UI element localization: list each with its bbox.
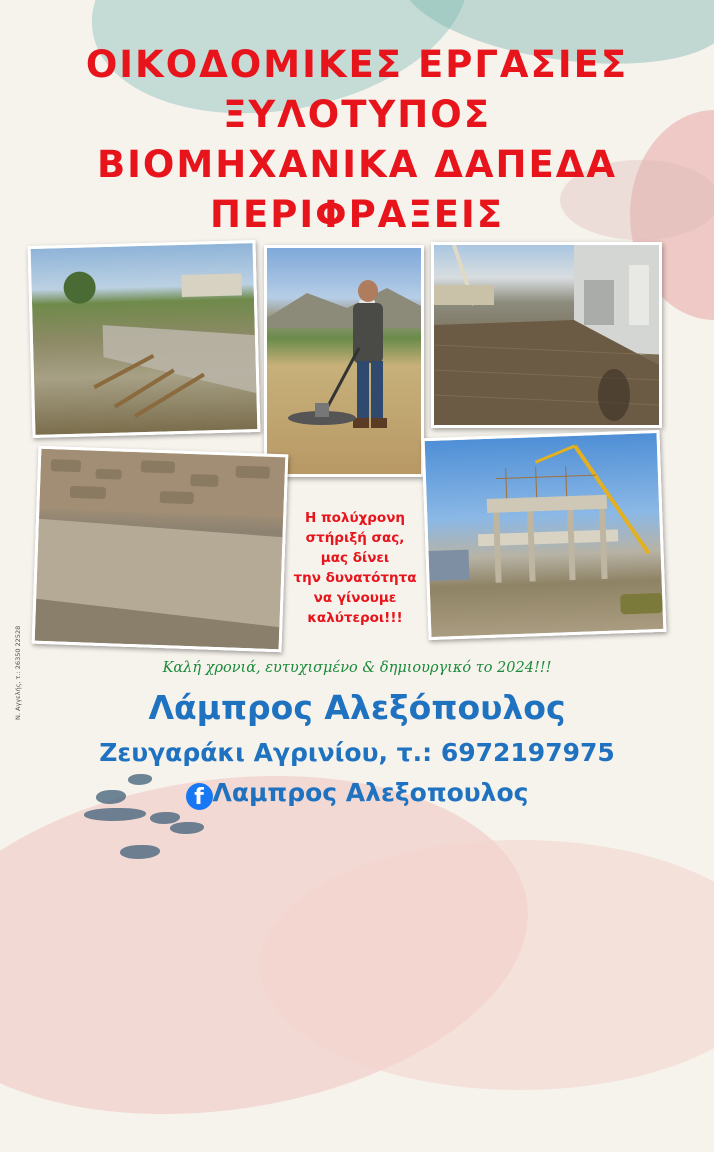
thanks-caption	[290, 508, 420, 628]
headline	[0, 40, 714, 240]
headline-line: ΒΙΟΜΗΧΑΝΙΚΑ ΔΑΠΕΔΑ	[96, 143, 618, 186]
caption-line: να γίνουμε	[313, 590, 397, 606]
headline-line: ΞΥΛΟΤΥΠΟΣ	[223, 93, 491, 136]
caption-line: καλύτεροι!!!	[307, 610, 403, 626]
facebook-line	[0, 778, 714, 810]
caption-line: Η πολύχρονη	[304, 510, 406, 526]
photo-stone-wall-slab	[32, 446, 289, 653]
caption-line: στήριξή σας,	[305, 530, 405, 546]
photo-formwork-wall	[28, 240, 261, 438]
new-year-wish: Καλή χρονιά, ευτυχισμένο & δημιουργικό το 2024!!!	[162, 660, 552, 676]
caption-line: την δυνατότητα	[293, 570, 417, 586]
headline-line: ΠΕΡΙΦΡΑΞΕΙΣ	[209, 193, 505, 236]
photo-power-trowel-worker	[264, 245, 424, 477]
facebook-icon: f	[186, 783, 213, 810]
caption-line: μας δίνει	[320, 550, 390, 566]
printer-credit: Ν. Αγγελής, τ.: 26350 22528	[14, 625, 22, 720]
headline-line: ΟΙΚΟΔΟΜΙΚΕΣ ΕΡΓΑΣΙΕΣ	[85, 43, 629, 86]
photo-concrete-floor-building	[431, 242, 662, 428]
photo-building-under-construction	[422, 430, 667, 640]
contact-name: Λάμπρος Αλεξόπουλος	[148, 688, 566, 727]
facebook-name: Λαμπρος Αλεξοπουλος	[212, 778, 529, 807]
contact-address-phone: Ζευγαράκι Αγρινίου, τ.: 6972197975	[99, 738, 615, 767]
